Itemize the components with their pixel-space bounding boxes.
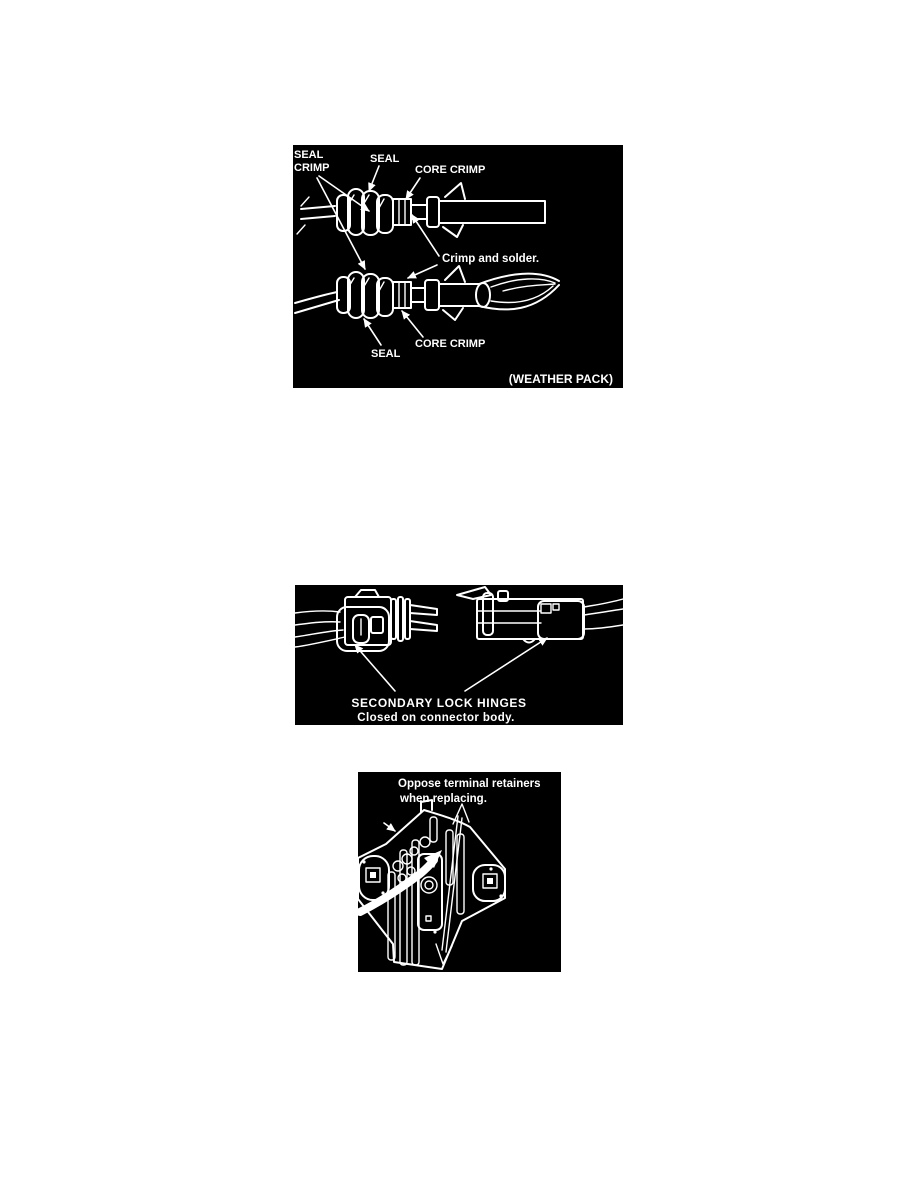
figure-secondary-lock-hinges [295, 585, 623, 725]
terminal-retainer-diagram [358, 772, 561, 972]
weather-pack-caption: (WEATHER PACK) [508, 372, 613, 386]
leader-lines [317, 166, 439, 345]
male-connector-drawing [295, 590, 437, 651]
seal-top-label: SEAL [370, 153, 400, 165]
secondary-lock-diagram [295, 585, 623, 725]
secondary-lock-subtitle: Closed on connector body. [357, 712, 515, 724]
secondary-lock-title: SECONDARY LOCK HINGES [351, 696, 527, 710]
connector-assembly-drawing [358, 800, 505, 969]
retainer-note-line1: Oppose terminal retainers [398, 778, 541, 790]
retainer-pointer-arrow [384, 823, 395, 831]
seal-bottom-label: SEAL [371, 348, 401, 360]
retainer-note-line2: when replacing. [400, 793, 487, 805]
seal-crimp-label-line1: SEAL [294, 149, 324, 161]
figure-terminal-retainer [358, 772, 561, 972]
male-terminal-drawing [295, 266, 559, 320]
weather-pack-diagram [293, 145, 623, 388]
core-crimp-bottom-label: CORE CRIMP [415, 338, 486, 350]
crimp-and-solder-label: Crimp and solder. [442, 253, 540, 265]
seal-crimp-label-line2: CRIMP [294, 162, 330, 174]
female-connector-drawing [457, 587, 623, 643]
core-crimp-top-label: CORE CRIMP [415, 164, 486, 176]
figure-weather-pack-crimp [293, 145, 623, 388]
